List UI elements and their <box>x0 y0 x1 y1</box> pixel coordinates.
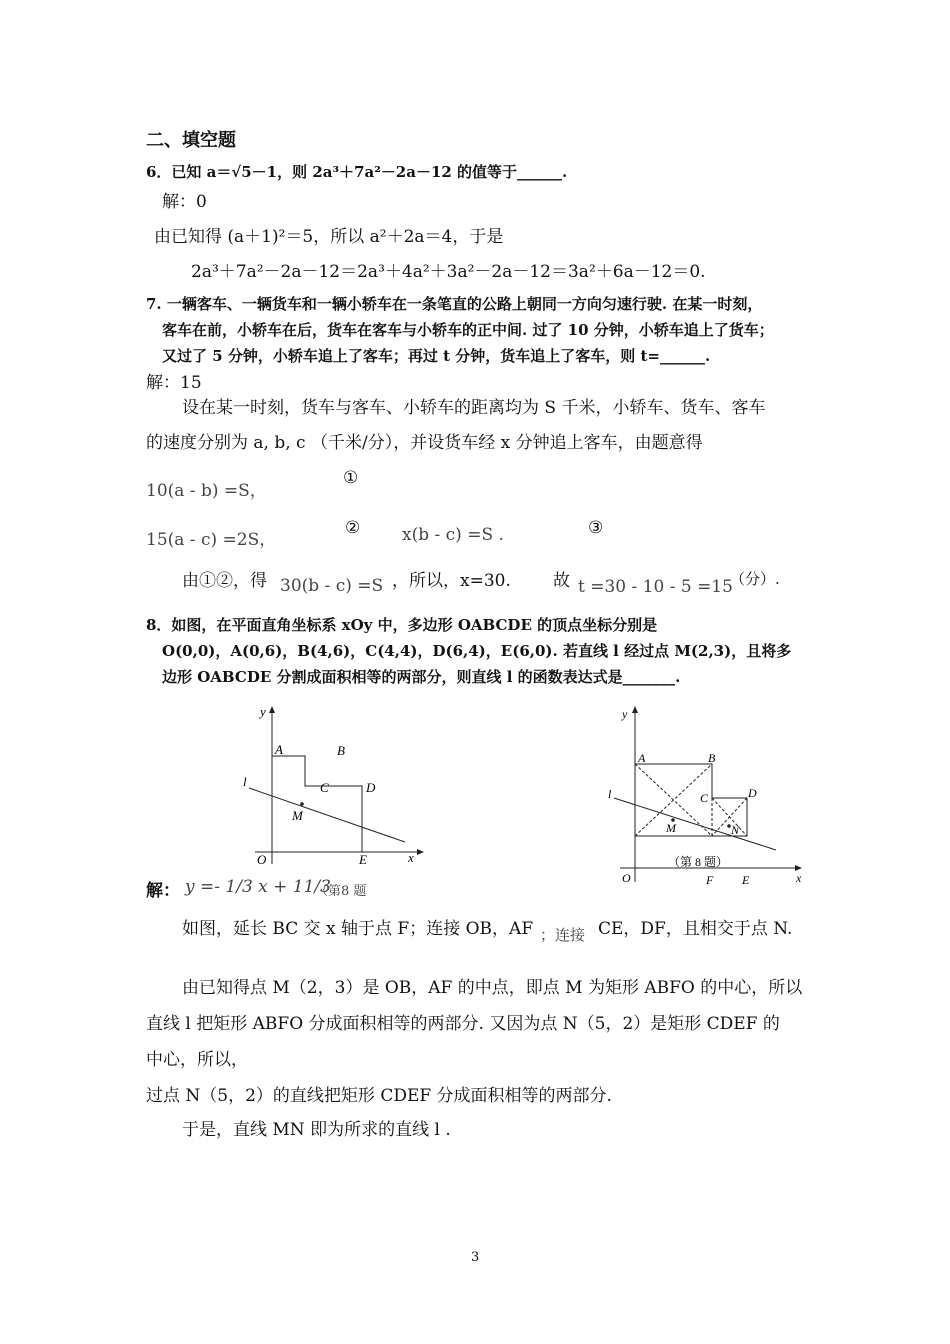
fig1-label-b: B <box>337 743 345 758</box>
page-number: 3 <box>471 1250 480 1265</box>
fig1-label-c: C <box>320 780 329 795</box>
figure-2 <box>600 702 810 890</box>
fig2-label-a: A <box>638 751 646 765</box>
q8-solution-line1c: CE，DF，且相交于点 N. <box>598 919 793 939</box>
fig1-y-arrow <box>269 706 275 713</box>
fig2-caption: （第 8 题） <box>668 855 729 869</box>
q7-question-line1: 7. 一辆客车、一辆货车和一辆小轿车在一条笔直的公路上朝同一方向匀速行驶. 在某一时刻， <box>146 295 763 313</box>
q7-question-line3: 又过了 5 分钟，小轿车追上了客车；再过 t 分钟，货车追上了客车，则 t=______. <box>162 347 711 365</box>
q8-solution-line1: 如图，延长 BC 交 x 轴于点 F；连接 OB，AF <box>182 919 534 939</box>
q7-setup-line1: 设在某一时刻，货车与客车、小轿车的距离均为 S 千米，小轿车、货车、客车 <box>182 398 766 418</box>
q8-question-line1: 8．如图，在平面直角坐标系 xOy 中，多边形 OABCDE 的顶点坐标分别是 <box>146 616 658 634</box>
q8-solution-line5: 过点 N（5，2）的直线把矩形 CDEF 分成面积相等的两部分. <box>146 1086 612 1106</box>
fig1-label-l: l <box>243 774 247 789</box>
q8-solution-line1b: ；连接 <box>540 926 586 944</box>
fig2-label-x: x <box>796 871 802 885</box>
q8-question-line2: O(0,0)，A(0,6)，B(4,6)，C(4,4)，D(6,4)，E(6,0). 若直线 l 经过点 M(2,3)，且将多 <box>162 642 792 660</box>
q7-conclusion-eq: 30(b - c) =S <box>280 576 384 596</box>
q7-equation-1: 10(a - b) =S， <box>146 481 267 501</box>
fig1-label-e: E <box>359 852 367 867</box>
q6-solution-line2: 2a³＋7a²－2a－12＝2a³＋4a²＋3a²－2a－12＝3a²＋6a－12＝0. <box>191 262 706 282</box>
fig1-polygon <box>272 756 362 852</box>
fig2-y-arrow <box>632 706 638 713</box>
fig2-label-y: y <box>622 707 628 721</box>
q7-question-line2: 客车在前，小轿车在后，货车在客车与小轿车的正中间. 过了 10 分钟，小轿车追上了货车； <box>162 321 774 339</box>
fig2-label-c: C <box>700 791 709 805</box>
fig2-label-l: l <box>608 787 612 801</box>
q8-question-line3: 边形 OABCDE 分割成面积相等的两部分，则直线 l 的函数表达式是_______. <box>162 668 681 686</box>
fig1-label-a: A <box>275 742 283 757</box>
q8-solution-line6: 于是，直线 MN 即为所求的直线 l . <box>182 1120 451 1140</box>
q7-conclusion-d: （分）. <box>730 570 780 588</box>
q6-solution-line1: 由已知得 (a＋1)²＝5，所以 a²＋2a＝4，于是 <box>154 227 504 247</box>
fig1-point-m <box>300 802 304 806</box>
fig2-label-d: D <box>748 786 757 800</box>
fig1-x-arrow <box>417 849 424 855</box>
q8-solution-line3: 直线 l 把矩形 ABFO 分成面积相等的两部分. 又因为点 N（5，2）是矩形 CDEF 的 <box>146 1014 780 1034</box>
fig1-label-d: D <box>366 780 376 795</box>
q8-answer-label: 解： <box>146 881 180 901</box>
q6-answer: 解：0 <box>162 192 207 212</box>
fig1-label-m: M <box>292 808 303 823</box>
q8-solution-line2: 由已知得点 M（2，3）是 OB，AF 的中点，即点 M 为矩形 ABFO 的中心，所以 <box>182 978 803 998</box>
fig2-label-b: B <box>708 751 716 765</box>
fig2-label-e: E <box>742 873 750 887</box>
section-heading: 二、填空题 <box>146 130 236 151</box>
fig2-label-n: N <box>731 823 740 837</box>
fig1-label-x: x <box>408 850 414 865</box>
fig2-line-l <box>614 798 776 850</box>
q6-question: 6．已知 a＝√5－1，则 2a³＋7a²－2a－12 的值等于______. <box>146 163 568 181</box>
q7-mark-2: ② <box>345 518 361 538</box>
fig2-label-o: O <box>622 871 631 885</box>
q7-conclusion-a: 由①②，得 <box>182 571 267 591</box>
q8-answer-equation: y =- 1/3 x + 11/3 <box>185 877 331 897</box>
q8-caption-inline: （第8 题 <box>315 884 367 899</box>
fig2-label-m: M <box>666 821 676 835</box>
q7-conclusion-b: ，所以，x=30. <box>392 571 511 591</box>
figure-1 <box>240 702 430 872</box>
q7-conclusion-c: 故 <box>553 571 570 591</box>
q7-equation-2: 15(a - c) =2S， <box>146 530 277 550</box>
q8-solution-line4: 中心，所以， <box>146 1050 248 1070</box>
fig1-label-y: y <box>260 704 266 719</box>
q7-setup-line2: 的速度分别为 a, b, c （千米/分），并设货车经 x 分钟追上客车，由题意得 <box>146 433 703 453</box>
q7-mark-3: ③ <box>588 518 604 538</box>
q7-mark-1: ① <box>343 468 359 488</box>
q7-equation-3: x(b - c) =S . <box>402 525 504 545</box>
fig2-label-f: F <box>706 873 714 887</box>
q7-conclusion-t: t =30 - 10 - 5 =15 <box>578 577 733 597</box>
fig1-label-o: O <box>257 852 267 867</box>
q7-answer: 解：15 <box>146 373 202 393</box>
